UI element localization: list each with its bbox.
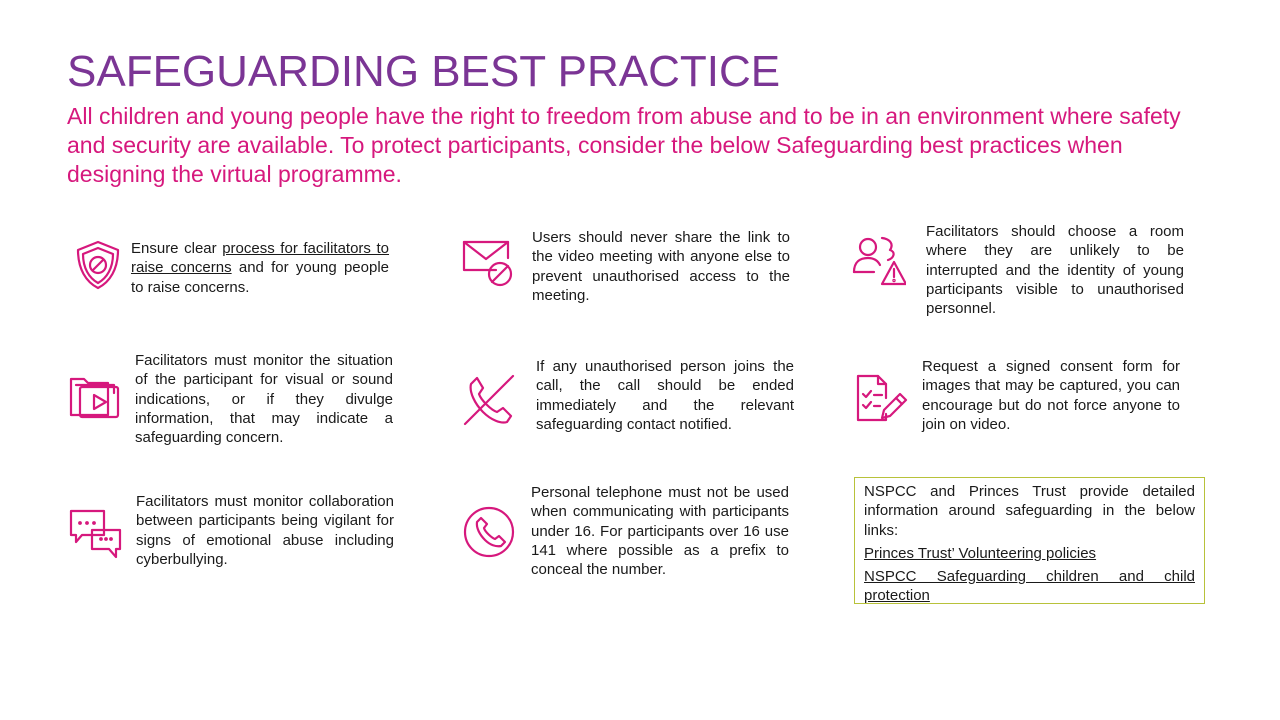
video-folder-icon	[68, 369, 124, 425]
item-consent-form: Request a signed consent form for images that may be captured, you can encourage but do not force anyone to join on video.	[922, 358, 1180, 433]
item-text: and for young people to raise concerns.	[131, 259, 390, 296]
phone-icon	[461, 504, 517, 560]
item-monitor-situation: Facilitators must monitor the situation of the participant for visual or sound indications, or if they divulge information, that may indicate a safeguarding concern.	[135, 352, 393, 447]
info-box-text: NSPCC and Princes Trust provide detailed information around safeguarding in the below links:	[864, 483, 1195, 539]
item-room-choice: Facilitators should choose a room where they are unlikely to be interrupted and the identity of young participants visible to unauthorised personnel.	[926, 223, 1184, 318]
item-personal-telephone: Personal telephone must not be used when communicating with participants under 16. For participants over 16 use 141 where possible as a prefix to conceal the number.	[531, 484, 789, 579]
process-concerns-link[interactable]: process for facilitators to raise concerns	[131, 240, 390, 277]
page-title: SAFEGUARDING BEST PRACTICE	[67, 47, 781, 96]
item-link-sharing: Users should never share the link to the video meeting with anyone else to prevent unauthorised access to the meeting.	[532, 229, 790, 304]
item-text: Ensure clear	[131, 240, 223, 257]
intro-text: All children and young people have the right to freedom from abuse and to be in an environment where safety and security are available. To protect participants, consider the below Safeguarding best practices when designing the virtual programme.	[67, 103, 1181, 187]
chat-bubbles-icon	[68, 507, 124, 563]
princes-trust-link[interactable]: Princes Trust’ Volunteering policies	[864, 544, 1097, 562]
nspcc-link[interactable]: NSPCC Safeguarding children and child protection	[864, 568, 1195, 605]
users-warning-icon	[850, 232, 906, 288]
consent-form-icon	[852, 372, 908, 428]
item-monitor-collaboration: Facilitators must monitor collaboration between participants being vigilant for signs of emotional abuse including cyberbullying.	[136, 493, 394, 568]
info-box	[854, 477, 1205, 604]
shield-icon	[70, 237, 126, 293]
item-unauthorised-person: If any unauthorised person joins the call, the call should be ended immediately and the relevant safeguarding contact notified.	[536, 358, 794, 433]
item-process-concerns	[131, 239, 389, 297]
mail-blocked-icon	[460, 234, 516, 290]
call-ended-icon	[461, 372, 517, 428]
